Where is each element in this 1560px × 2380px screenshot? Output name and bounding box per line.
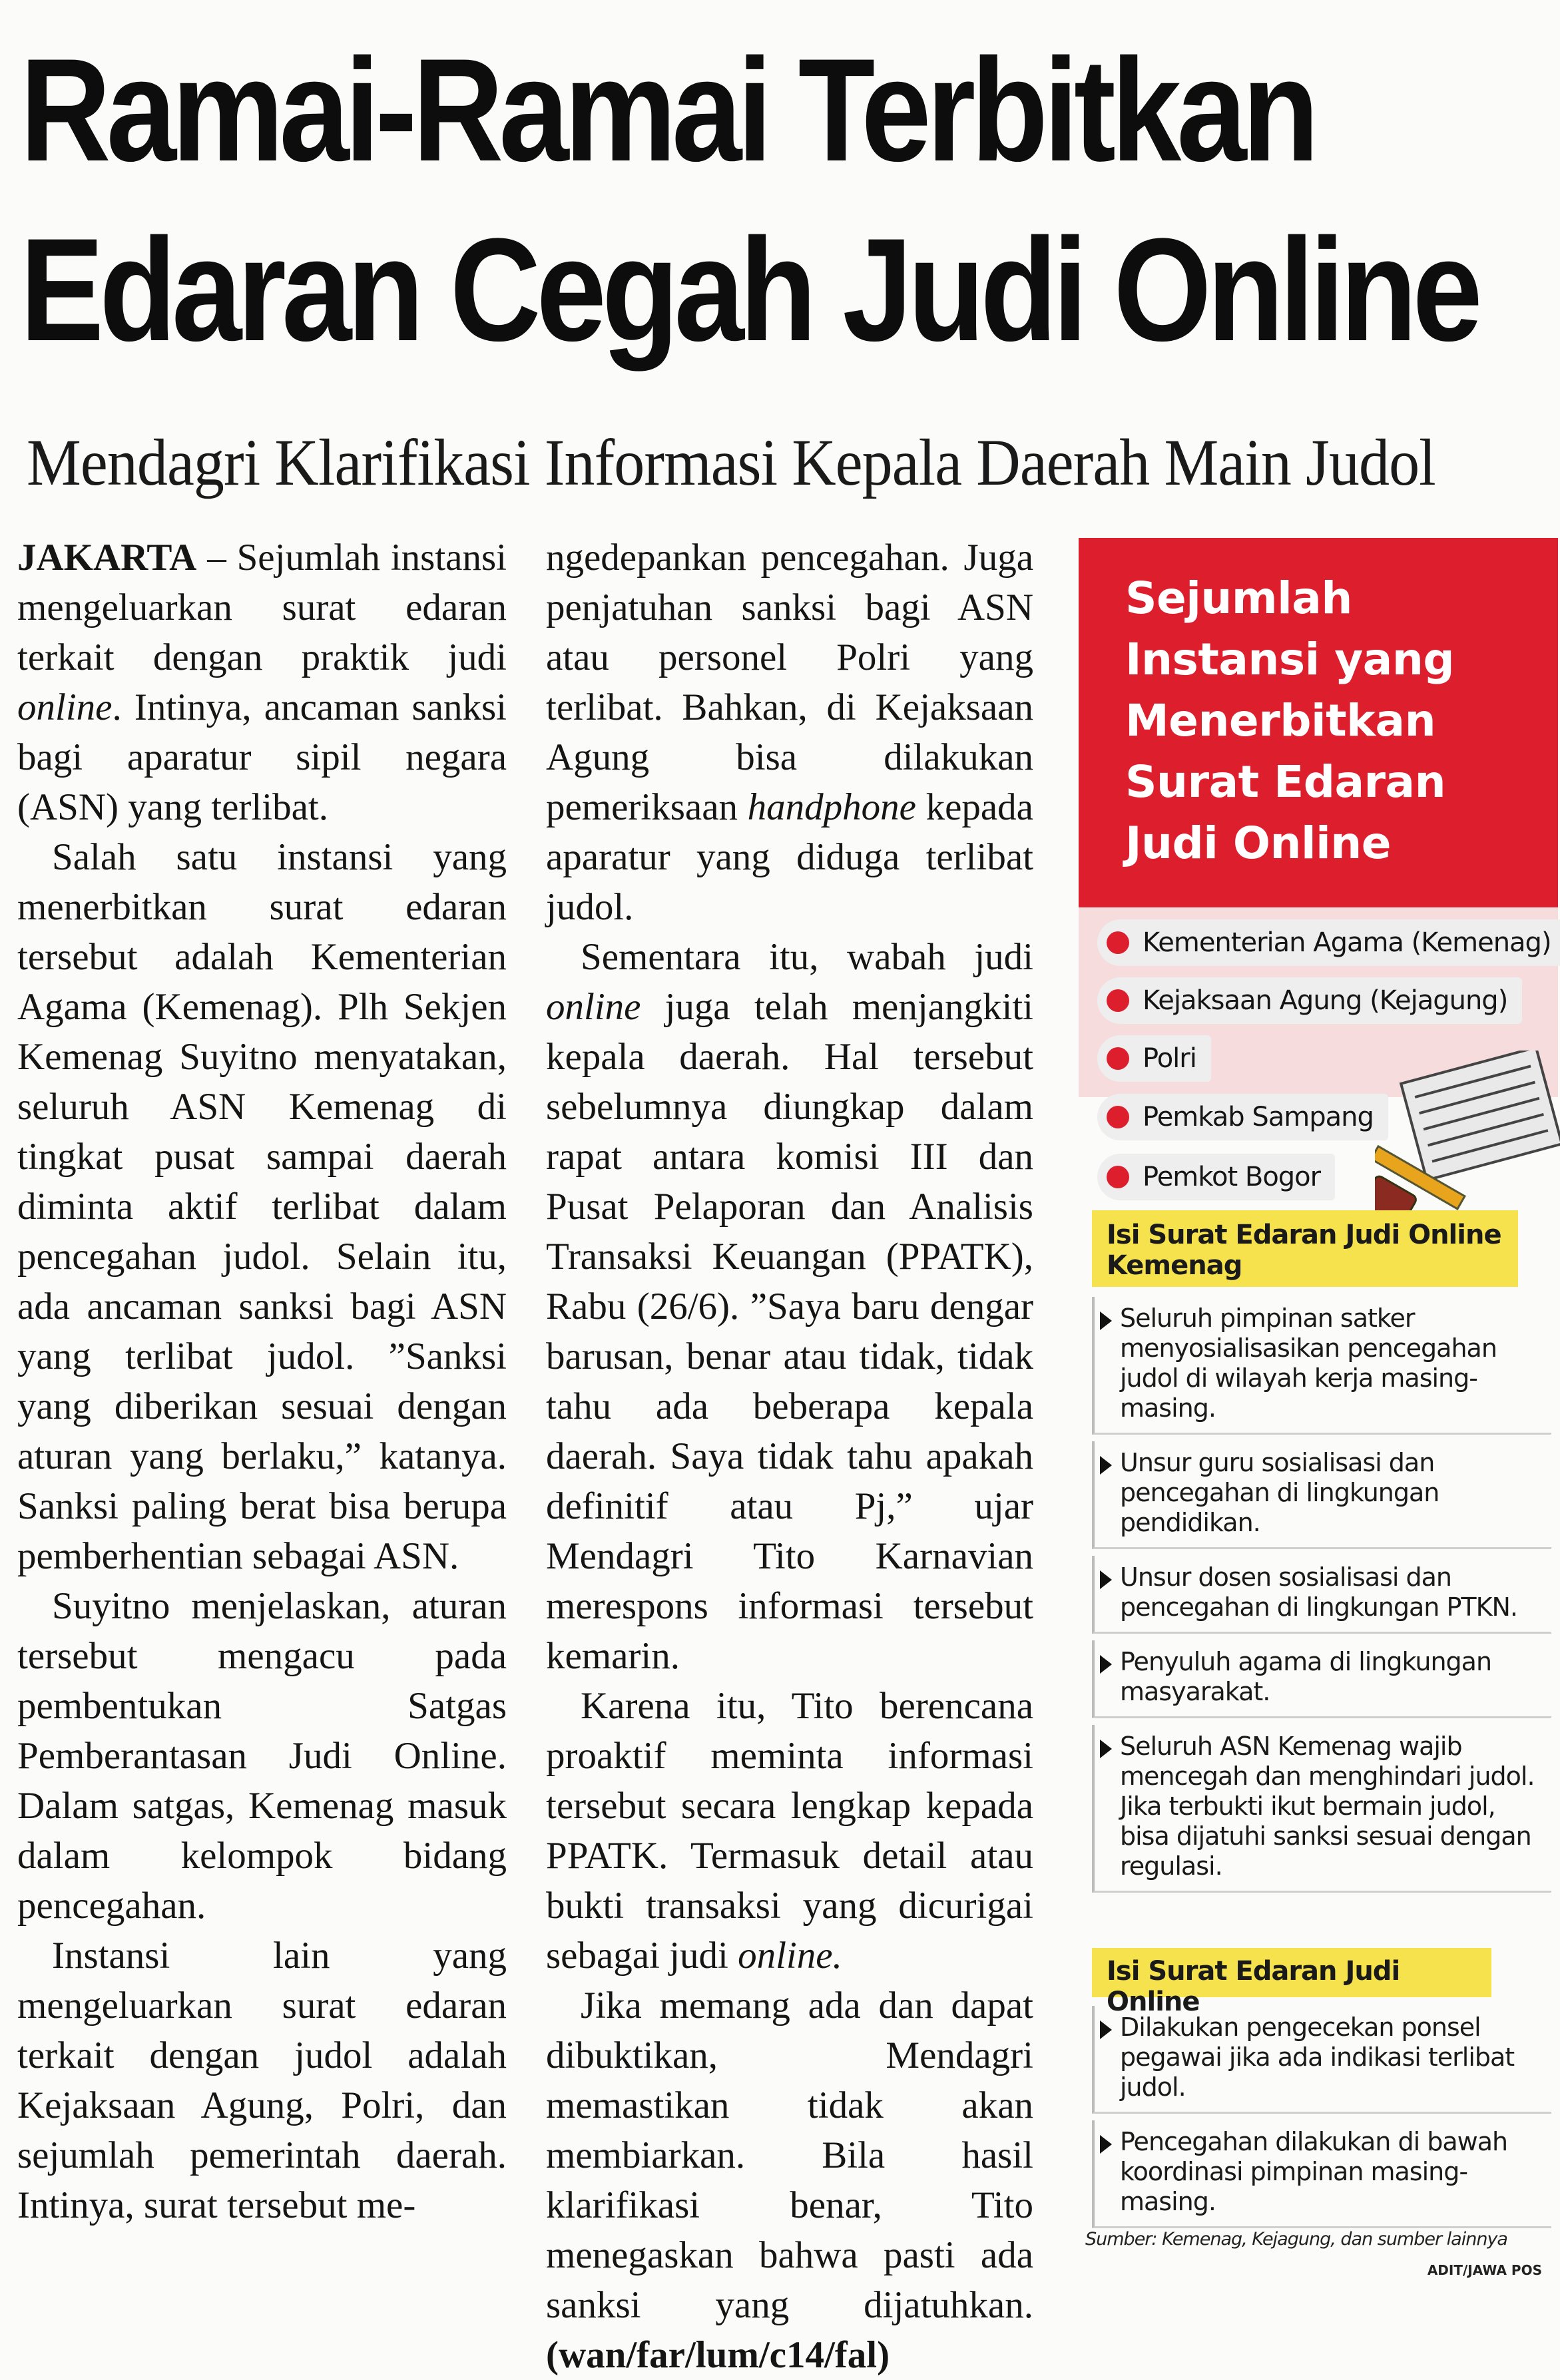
text-run: ngedepankan pencegahan. Juga penjatuhan sanksi bagi ASN atau personel Polri yang terlibat. Bahkan, di Kejaksaan Agung bisa dilakukan pemeriksaan	[546, 537, 1033, 828]
general-point: Pencegahan dilakukan di bawah koordinasi pimpinan masing-masing.	[1092, 2120, 1551, 2228]
article-paragraph: Instansi lain yang mengeluarkan surat edaran terkait dengan judol adalah Kejaksaan Agung, Polri, dan sejumlah pemerintah daerah. Intinya, surat tersebut me-	[17, 1935, 507, 2226]
headline-line-1: Ramai-Ramai Terbitkan	[20, 28, 1315, 192]
kemenag-point: Unsur guru sosialisasi dan pencegahan di lingkungan pendidikan.	[1092, 1441, 1551, 1549]
infographic-title: Sejumlah Instansi yang Menerbitkan Surat Edaran Judi Online	[1125, 573, 1455, 869]
bullet-icon	[1107, 1106, 1129, 1128]
text-run: Jika memang ada dan dapat dibuktikan, Mendagri memastikan tidak akan membiarkan. Bila hasil klarifikasi benar, Tito menegaskan bahwa pasti ada sanksi yang dijatuhkan.	[546, 1985, 1033, 2326]
infographic-title-box	[1079, 538, 1558, 907]
institution-item	[1097, 919, 1560, 966]
institution-item	[1097, 1035, 1211, 1082]
infographic-sidebar	[1079, 538, 1558, 2278]
institution-label: Kementerian Agama (Kemenag)	[1143, 927, 1551, 958]
article-paragraph	[546, 932, 1033, 1681]
institution-item	[1097, 977, 1522, 1024]
article-paragraph	[17, 533, 507, 832]
institution-label: Kejaksaan Agung (Kejagung)	[1143, 985, 1508, 1016]
source-note: Sumber: Kemenag, Kejagung, dan sumber lainnya	[1085, 2229, 1507, 2250]
section-header-general: Isi Surat Edaran Judi Online	[1092, 1948, 1491, 1997]
article-column-1	[17, 533, 507, 2230]
italic-run: online.	[738, 1935, 842, 1977]
artist-credit: ADIT/JAWA POS	[1427, 2262, 1542, 2278]
author-credit: (wan/far/lum/c14/fal)	[546, 2334, 890, 2376]
section-header-kemenag: Isi Surat Edaran Judi Online Kemenag	[1092, 1210, 1518, 1287]
text-run: Sementara itu, wabah judi	[581, 936, 1033, 978]
bullet-icon	[1107, 1047, 1129, 1070]
institution-label: Polri	[1143, 1043, 1196, 1074]
bullet-icon	[1107, 1166, 1129, 1188]
institution-item	[1097, 1094, 1388, 1140]
article-paragraph	[546, 1681, 1033, 1981]
text-run: Karena itu, Tito berencana proaktif meminta informasi tersebut secara lengkap kepada PPATK. Termasuk detail atau bukti transaksi yang dicurigai sebagai judi	[546, 1685, 1033, 1977]
article-column-2	[546, 533, 1033, 2380]
dateline: JAKARTA	[17, 537, 197, 579]
general-points-list	[1092, 2006, 1551, 2235]
headline	[20, 20, 1478, 379]
italic-run: online	[546, 986, 641, 1028]
institution-label: Pemkot Bogor	[1143, 1162, 1321, 1192]
article-paragraph	[546, 1981, 1033, 2380]
headline-line-2: Edaran Cegah Judi Online	[20, 208, 1478, 371]
institution-label: Pemkab Sampang	[1143, 1102, 1374, 1132]
text-run: . Intinya, ancaman sanksi bagi aparatur sipil negara (ASN) yang terlibat.	[17, 686, 507, 828]
kemenag-point: Seluruh pimpinan satker menyosialisasikan pencegahan judol di wilayah kerja masing-masing.	[1092, 1297, 1551, 1435]
kemenag-point: Penyuluh agama di lingkungan masyarakat.	[1092, 1640, 1551, 1718]
text-run: – Sejumlah instansi mengeluarkan surat edaran terkait dengan praktik judi	[17, 537, 507, 678]
bullet-icon	[1107, 989, 1129, 1012]
kemenag-point: Unsur dosen sosialisasi dan pencegahan di lingkungan PTKN.	[1092, 1556, 1551, 1634]
general-point: Dilakukan pengecekan ponsel pegawai jika ada indikasi terlibat judol.	[1092, 2006, 1551, 2114]
subheadline: Mendagri Klarifikasi Informasi Kepala Daerah Main Judol	[27, 425, 1435, 499]
article-paragraph: Salah satu instansi yang menerbitkan surat edaran tersebut adalah Kementerian Agama (Kemenag). Plh Sekjen Kemenag Suyitno menyatakan, seluruh ASN Kemenag di tingkat pusat sampai daerah diminta aktif terlibat dalam pencegahan judol. Selain itu, ada ancaman sanksi bagi ASN yang terlibat judol. ”Sanksi yang diberikan sesuai dengan aturan yang berlaku,” katanya. Sanksi paling berat bisa berupa pemberhentian sebagai ASN.	[17, 836, 507, 1577]
kemenag-points-list	[1092, 1297, 1551, 1899]
institution-item	[1097, 1154, 1335, 1200]
bullet-icon	[1107, 931, 1129, 954]
text-run: kepada aparatur yang diduga terlibat judol.	[546, 786, 1033, 928]
article-paragraph	[546, 533, 1033, 932]
italic-run: handphone	[747, 786, 916, 828]
text-run: juga telah menjangkiti kepala daerah. Hal tersebut sebelumnya diungkap dalam rapat antara komisi III dan Pusat Pelaporan dan Analisis Transaksi Keuangan (PPATK), Rabu (26/6). ”Saya baru dengar barusan, benar atau tidak, tidak tahu ada beberapa kepala daerah. Saya tidak tahu apakah definitif atau Pj,” ujar Mendagri Tito Karnavian merespons informasi tersebut kemarin.	[546, 986, 1033, 1677]
italic-run: online	[17, 686, 113, 728]
article-paragraph: Suyitno menjelaskan, aturan tersebut mengacu pada pembentukan Satgas Pemberantasan Judi Online. Dalam satgas, Kemenag masuk dalam kelompok bidang pencegahan.	[17, 1585, 507, 1927]
kemenag-point: Seluruh ASN Kemenag wajib mencegah dan menghindari judol. Jika terbukti ikut bermain judol, bisa dijatuhi sanksi sesuai dengan regulasi.	[1092, 1725, 1551, 1893]
